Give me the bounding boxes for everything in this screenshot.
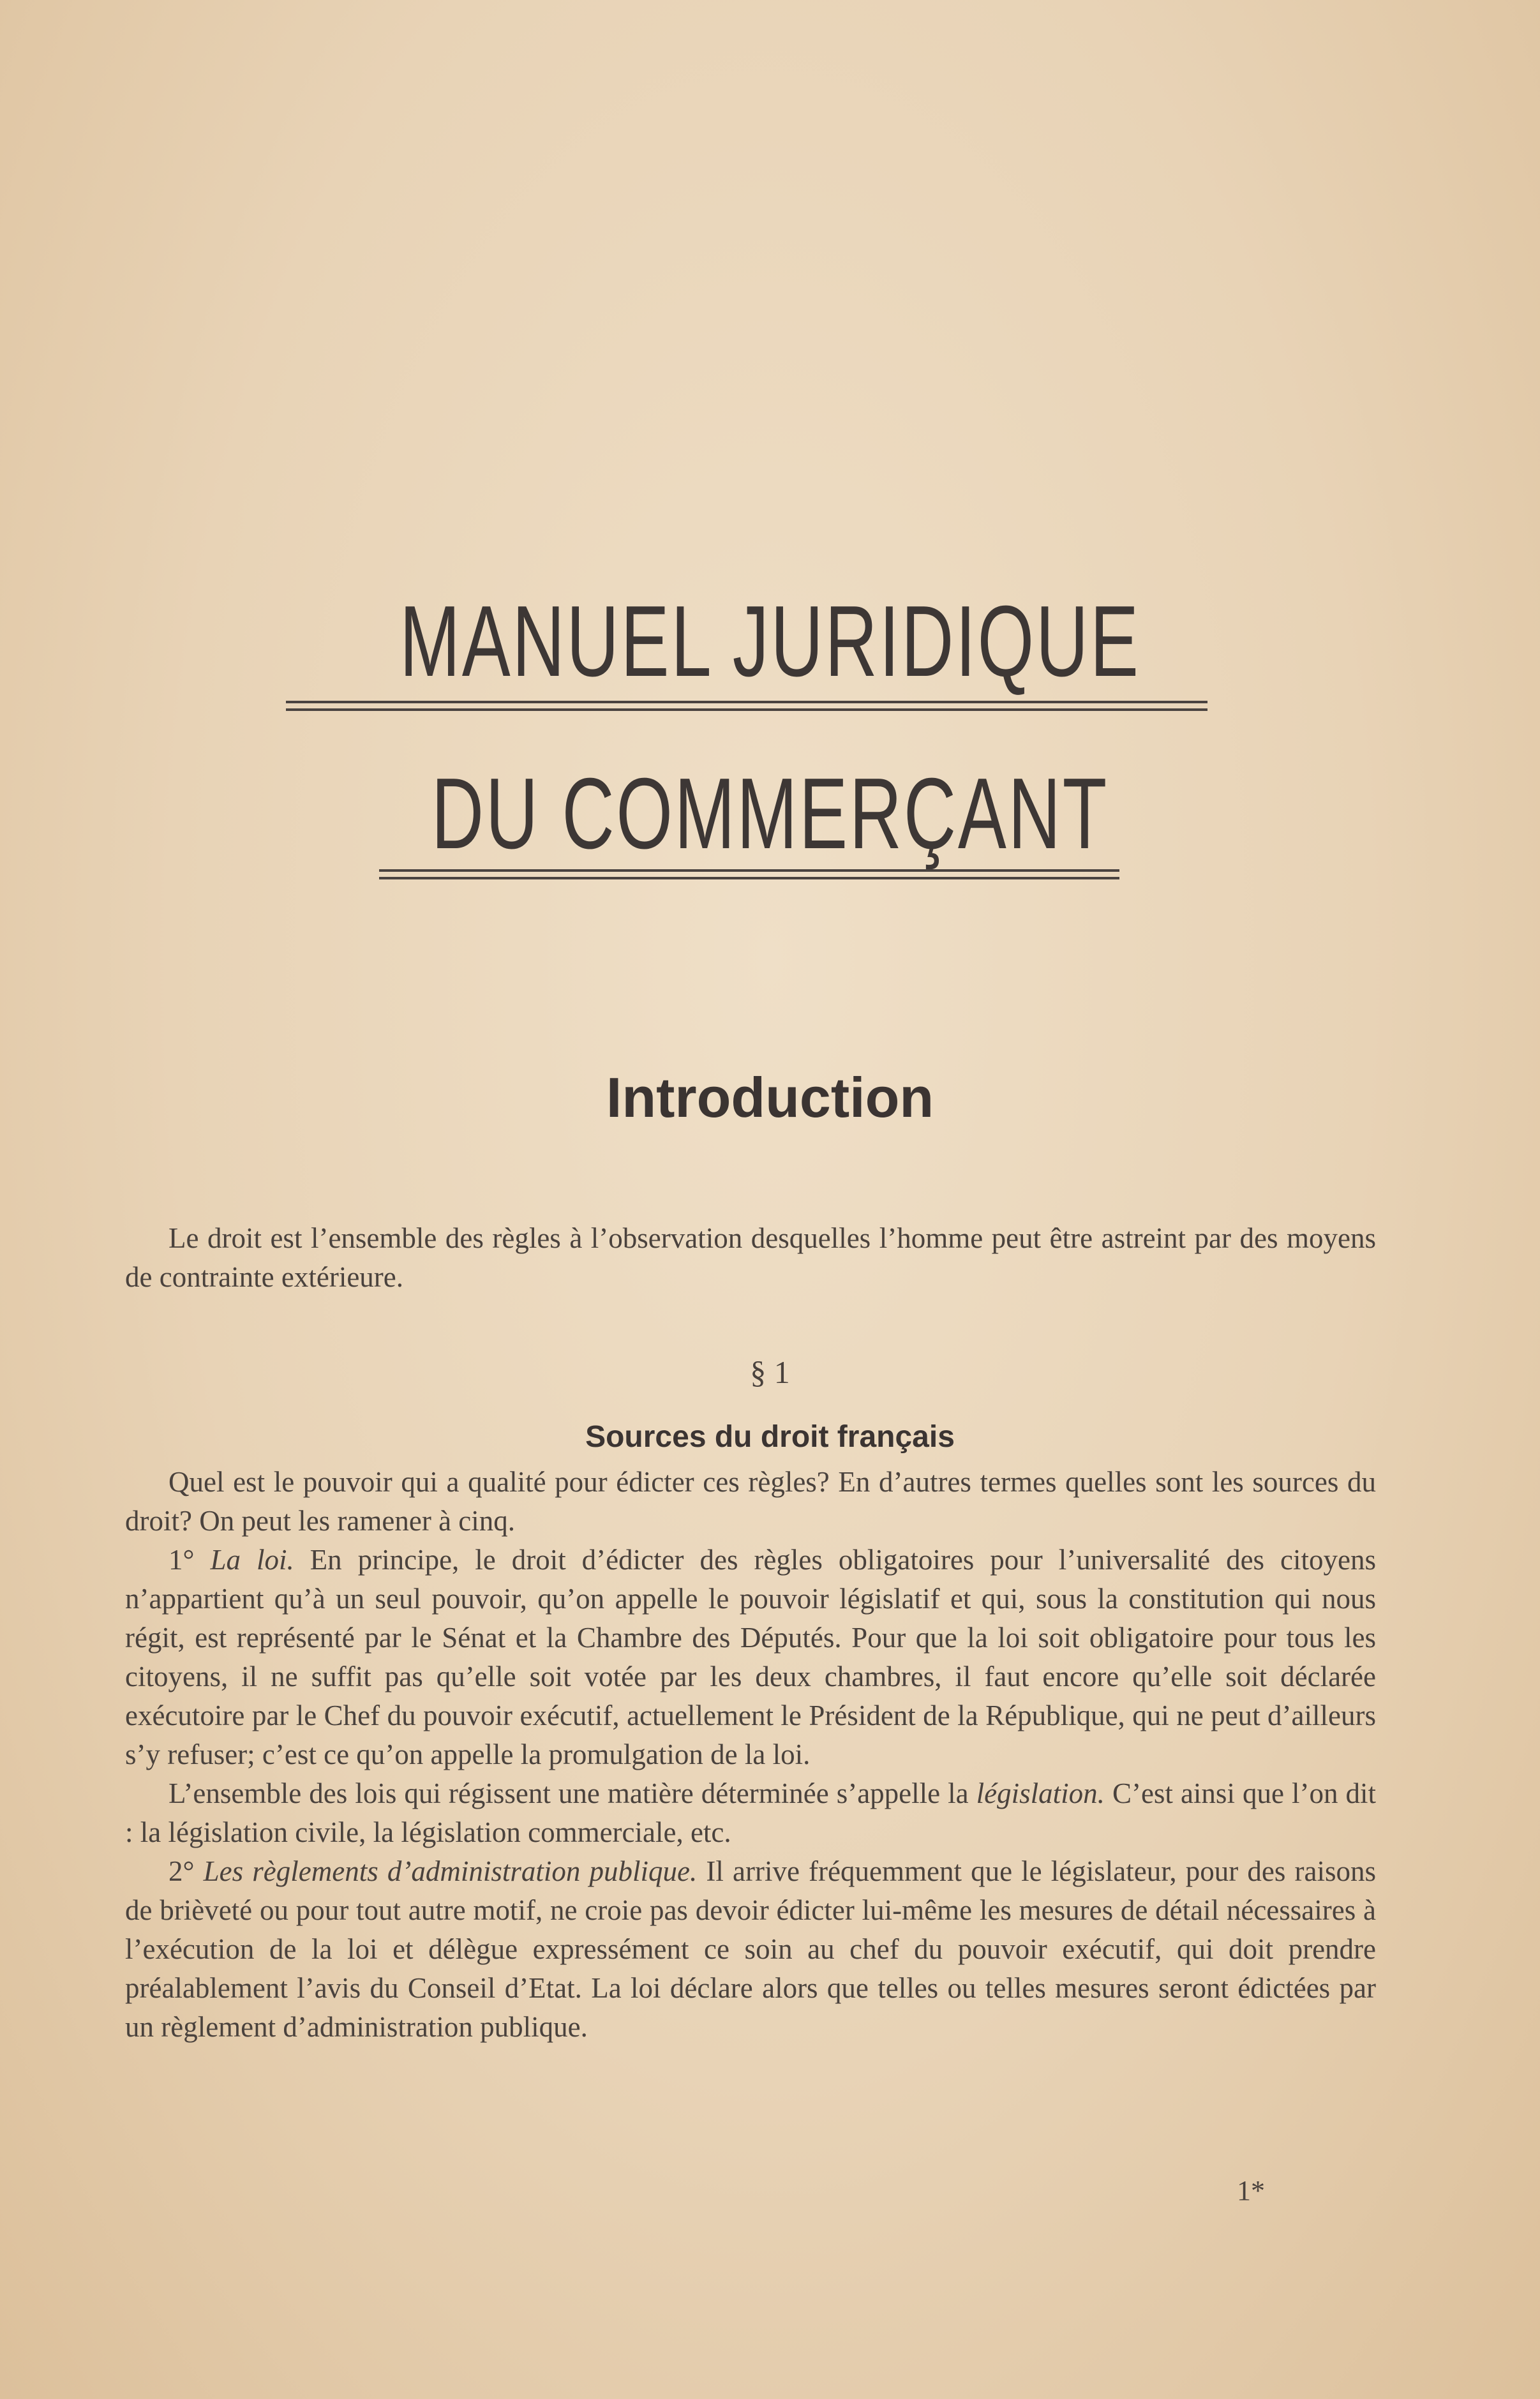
paragraph-text: L’ensemble des lois qui régissent une matière déterminée s’appelle la (168, 1777, 976, 1809)
sources-paragraph-1: Quel est le pouvoir qui a qualité pour édicter ces règles? En d’autres termes quelles sont les sources du droit? On peut les ramener à cinq. (125, 1466, 1376, 1537)
book-title-line-1: MANUEL JURIDIQUE (400, 585, 1140, 698)
paragraph-text-continued: C’est ainsi que l’on dit : la législation civile, la législation commerciale, etc. (125, 1777, 1376, 1848)
sources-text-block (125, 1463, 1376, 2047)
item-text: Il arrive fréquemment que le législateur, pour des raisons de brièveté ou pour tout autre motif, ne croie pas devoir édicter lui-même les mesures de détail nécessaires à l’exécution de la loi et délègue expressément ce soin au chef du pouvoir exécutif, qui doit prendre préalablement l’avis du Conseil d’Etat. La loi déclare alors que telles ou telles mesures seront édictées par un règlement d’administration publique. (125, 1855, 1377, 2043)
sources-heading: Sources du droit français (585, 1420, 955, 1454)
page-signature-mark: 1* (1237, 2175, 1265, 2206)
emphasized-term: législation. (976, 1777, 1105, 1809)
introduction-paragraph (125, 1219, 1376, 1297)
item-text: En principe, le droit d’édicter des règles obligatoires pour l’universalité des citoyens n’appartient qu’à un seul pouvoir, qu’on appelle le pouvoir législatif et qui, sous la constitution qui nous régit, est représenté par le Sénat et la Chambre des Députés. Pour que la loi soit obligatoire pour tous les citoyens, il ne suffit pas qu’elle soit votée par les deux chambres, il faut encore qu’elle soit déclarée exécutoire par le Chef du pouvoir exécutif, actuellement le Président de la République, qui ne peut d’ailleurs s’y refuser; c’est ce qu’on appelle la promulgation de la loi. (125, 1544, 1376, 1770)
item-title: La loi. (210, 1544, 294, 1576)
sources-paragraph-4 (125, 1852, 1376, 2047)
introduction-text: Le droit est l’ensemble des règles à l’observation desquelles l’homme peut être astreint par des moyens de contrainte extérieure. (125, 1222, 1376, 1293)
sources-paragraph-3 (125, 1774, 1376, 1852)
title-rule-top (286, 701, 1207, 711)
title-rule-bottom (379, 869, 1119, 879)
section-mark: § 1 (750, 1354, 790, 1390)
introduction-heading: Introduction (606, 1066, 934, 1129)
item-number: 1° (168, 1544, 211, 1576)
item-title: Les règlements d’administration publique. (203, 1855, 698, 1887)
book-title-line-2: DU COMMERÇANT (431, 758, 1109, 870)
sources-paragraph-2 (125, 1541, 1376, 1774)
item-number: 2° (168, 1855, 204, 1887)
